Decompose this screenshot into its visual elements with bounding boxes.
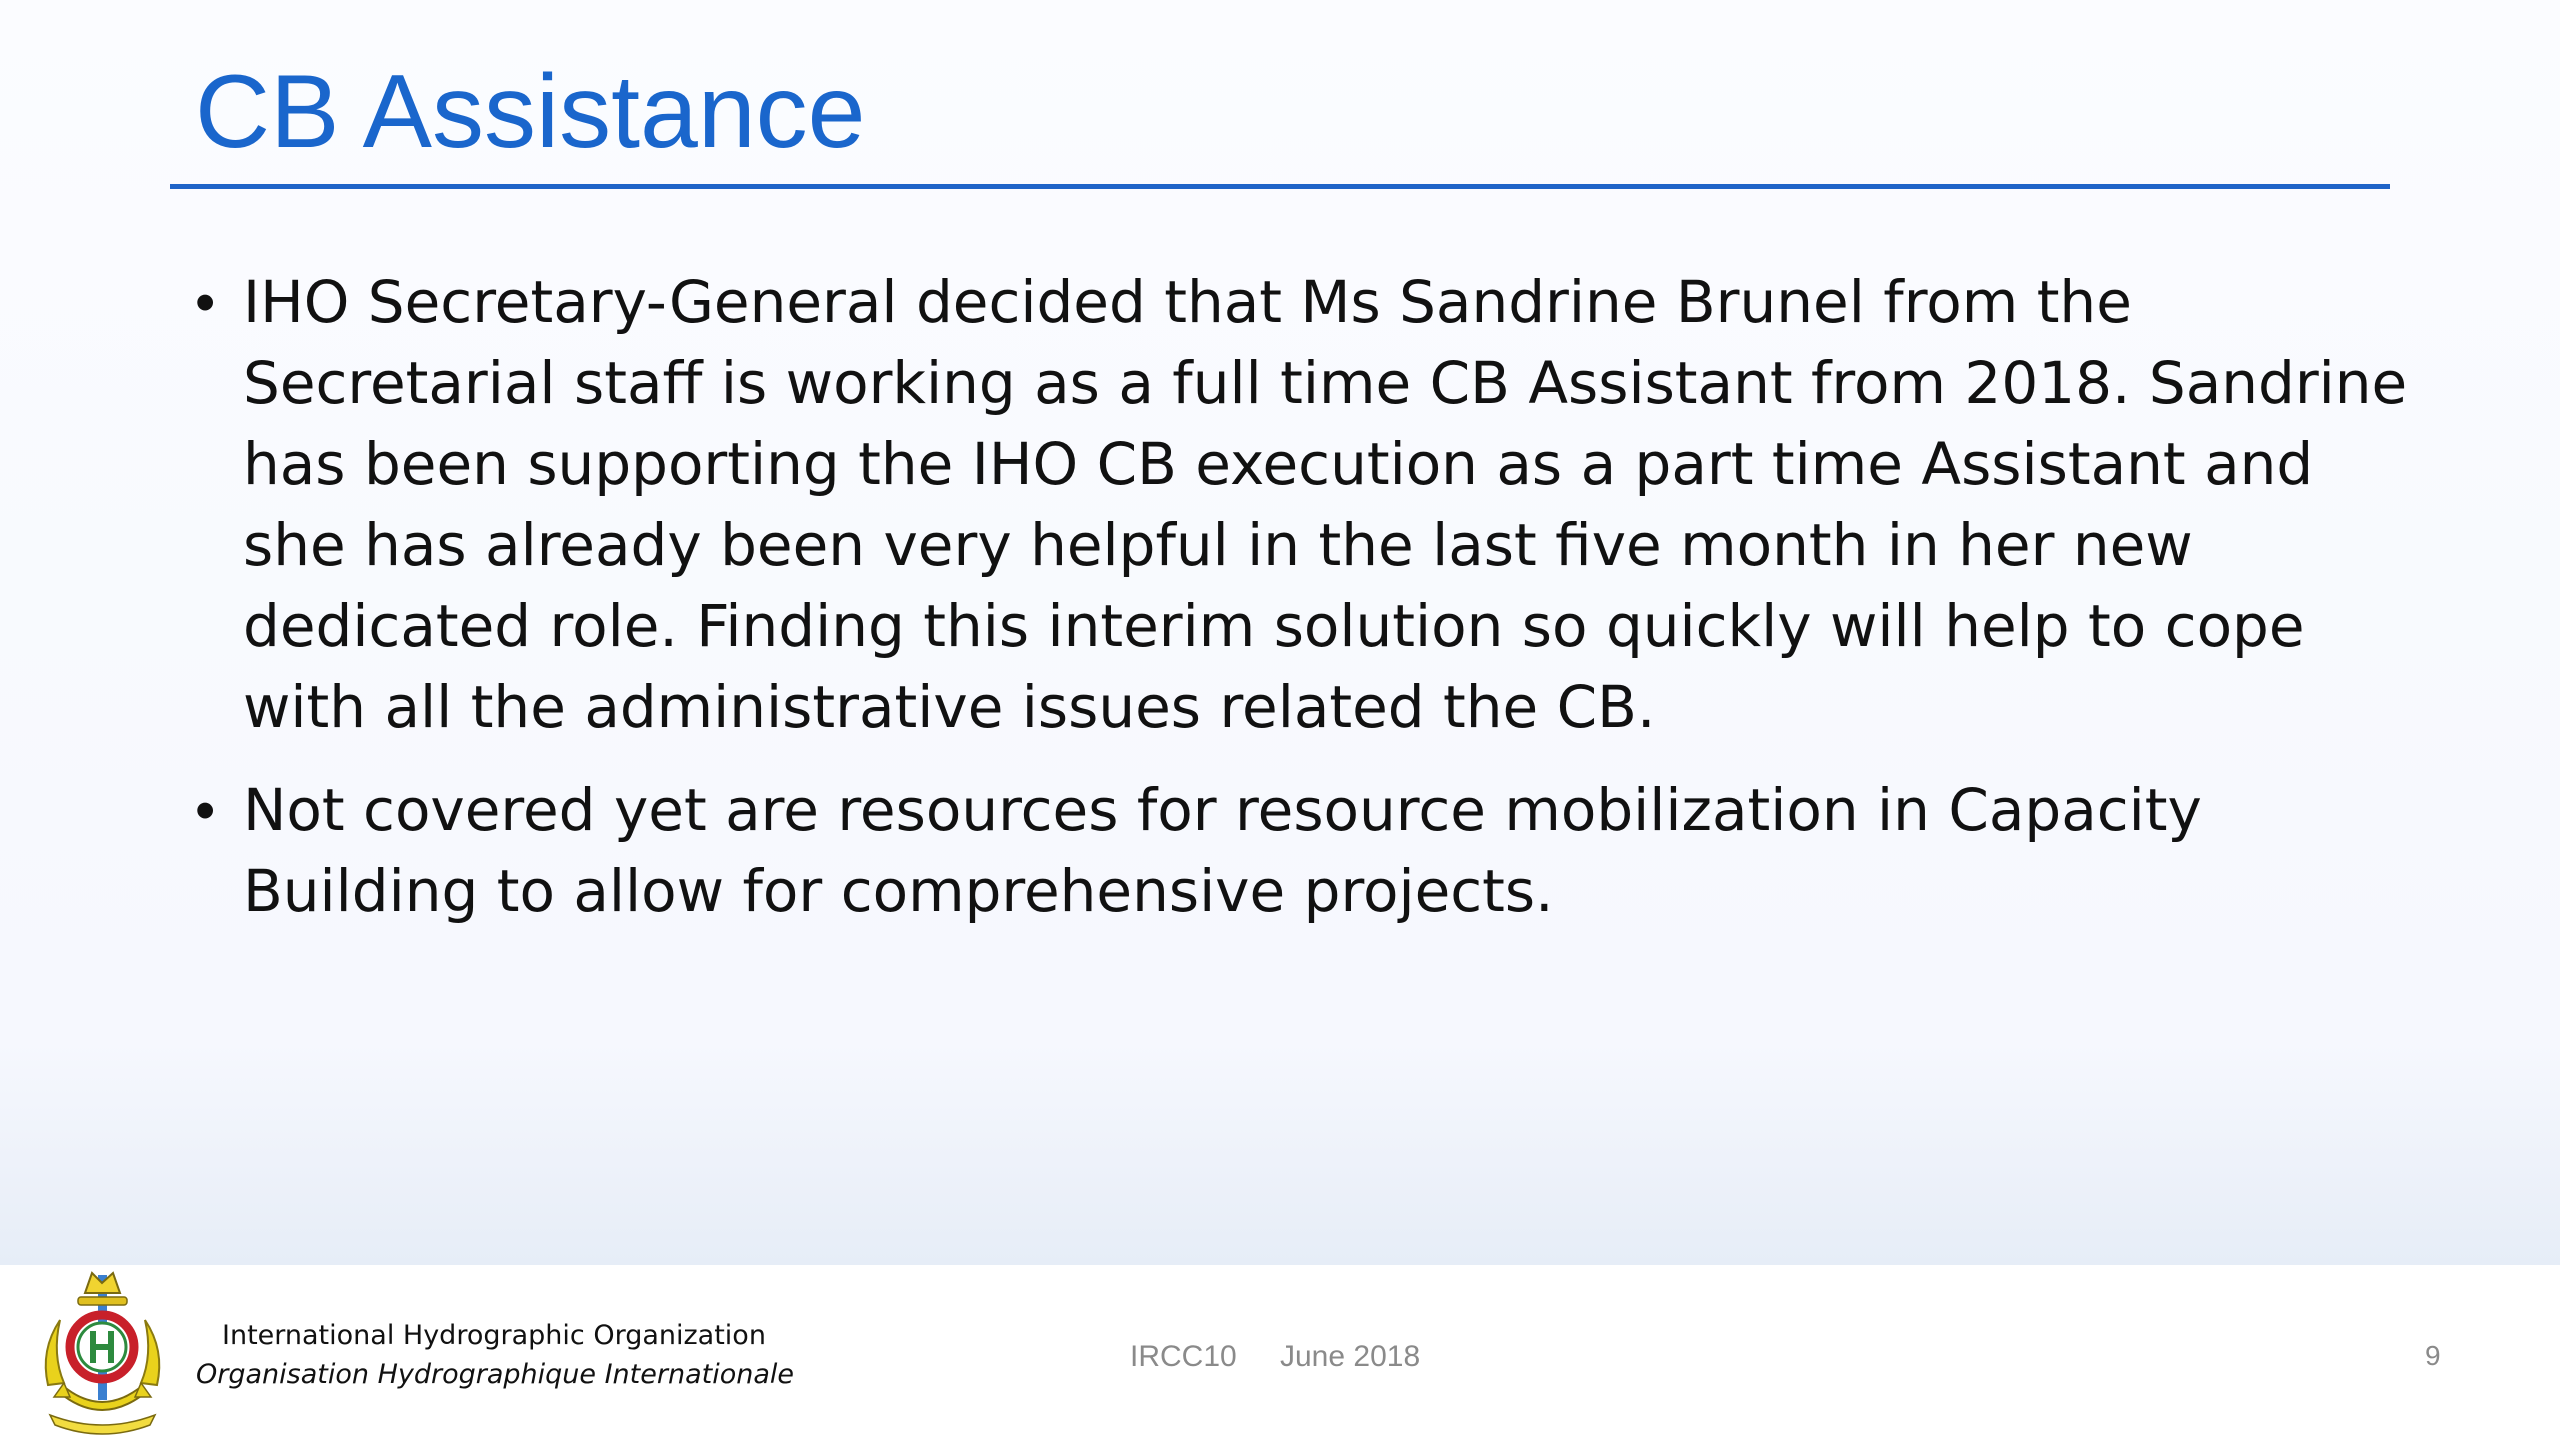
bullet-text: IHO Secretary-General decided that Ms Sandrine Brunel from the Secretarial staff is working as a full time CB Assistant from 2018. Sandrine has been supporting the IHO CB execution as a part time Assistant and she has already been very helpful in the last five month in her new dedicated role. Finding this interim solution so quickly will help to cope with all the administrative issues related the CB. xyxy=(243,268,2408,741)
bullet-marker: • xyxy=(195,270,216,335)
slide-footer xyxy=(0,1265,2560,1440)
org-name-french: Organisation Hydrographique Internationale xyxy=(196,1359,794,1390)
iho-emblem-icon xyxy=(30,1265,175,1435)
bullet-text: Not covered yet are resources for resource mobilization in Capacity Building to allow for comprehensive projects. xyxy=(243,776,2202,925)
footer-meeting: IRCC10 xyxy=(1130,1340,1237,1373)
bullet-item xyxy=(185,262,2425,748)
footer-date: June 2018 xyxy=(1280,1340,1421,1373)
bullet-list xyxy=(185,262,2425,954)
org-name-english: International Hydrographic Organization xyxy=(222,1320,766,1351)
slide-title: CB Assistance xyxy=(195,54,866,170)
page-number: 9 xyxy=(2425,1340,2441,1371)
bullet-item xyxy=(185,770,2425,932)
bullet-marker: • xyxy=(195,778,216,843)
title-underline xyxy=(170,184,2390,189)
